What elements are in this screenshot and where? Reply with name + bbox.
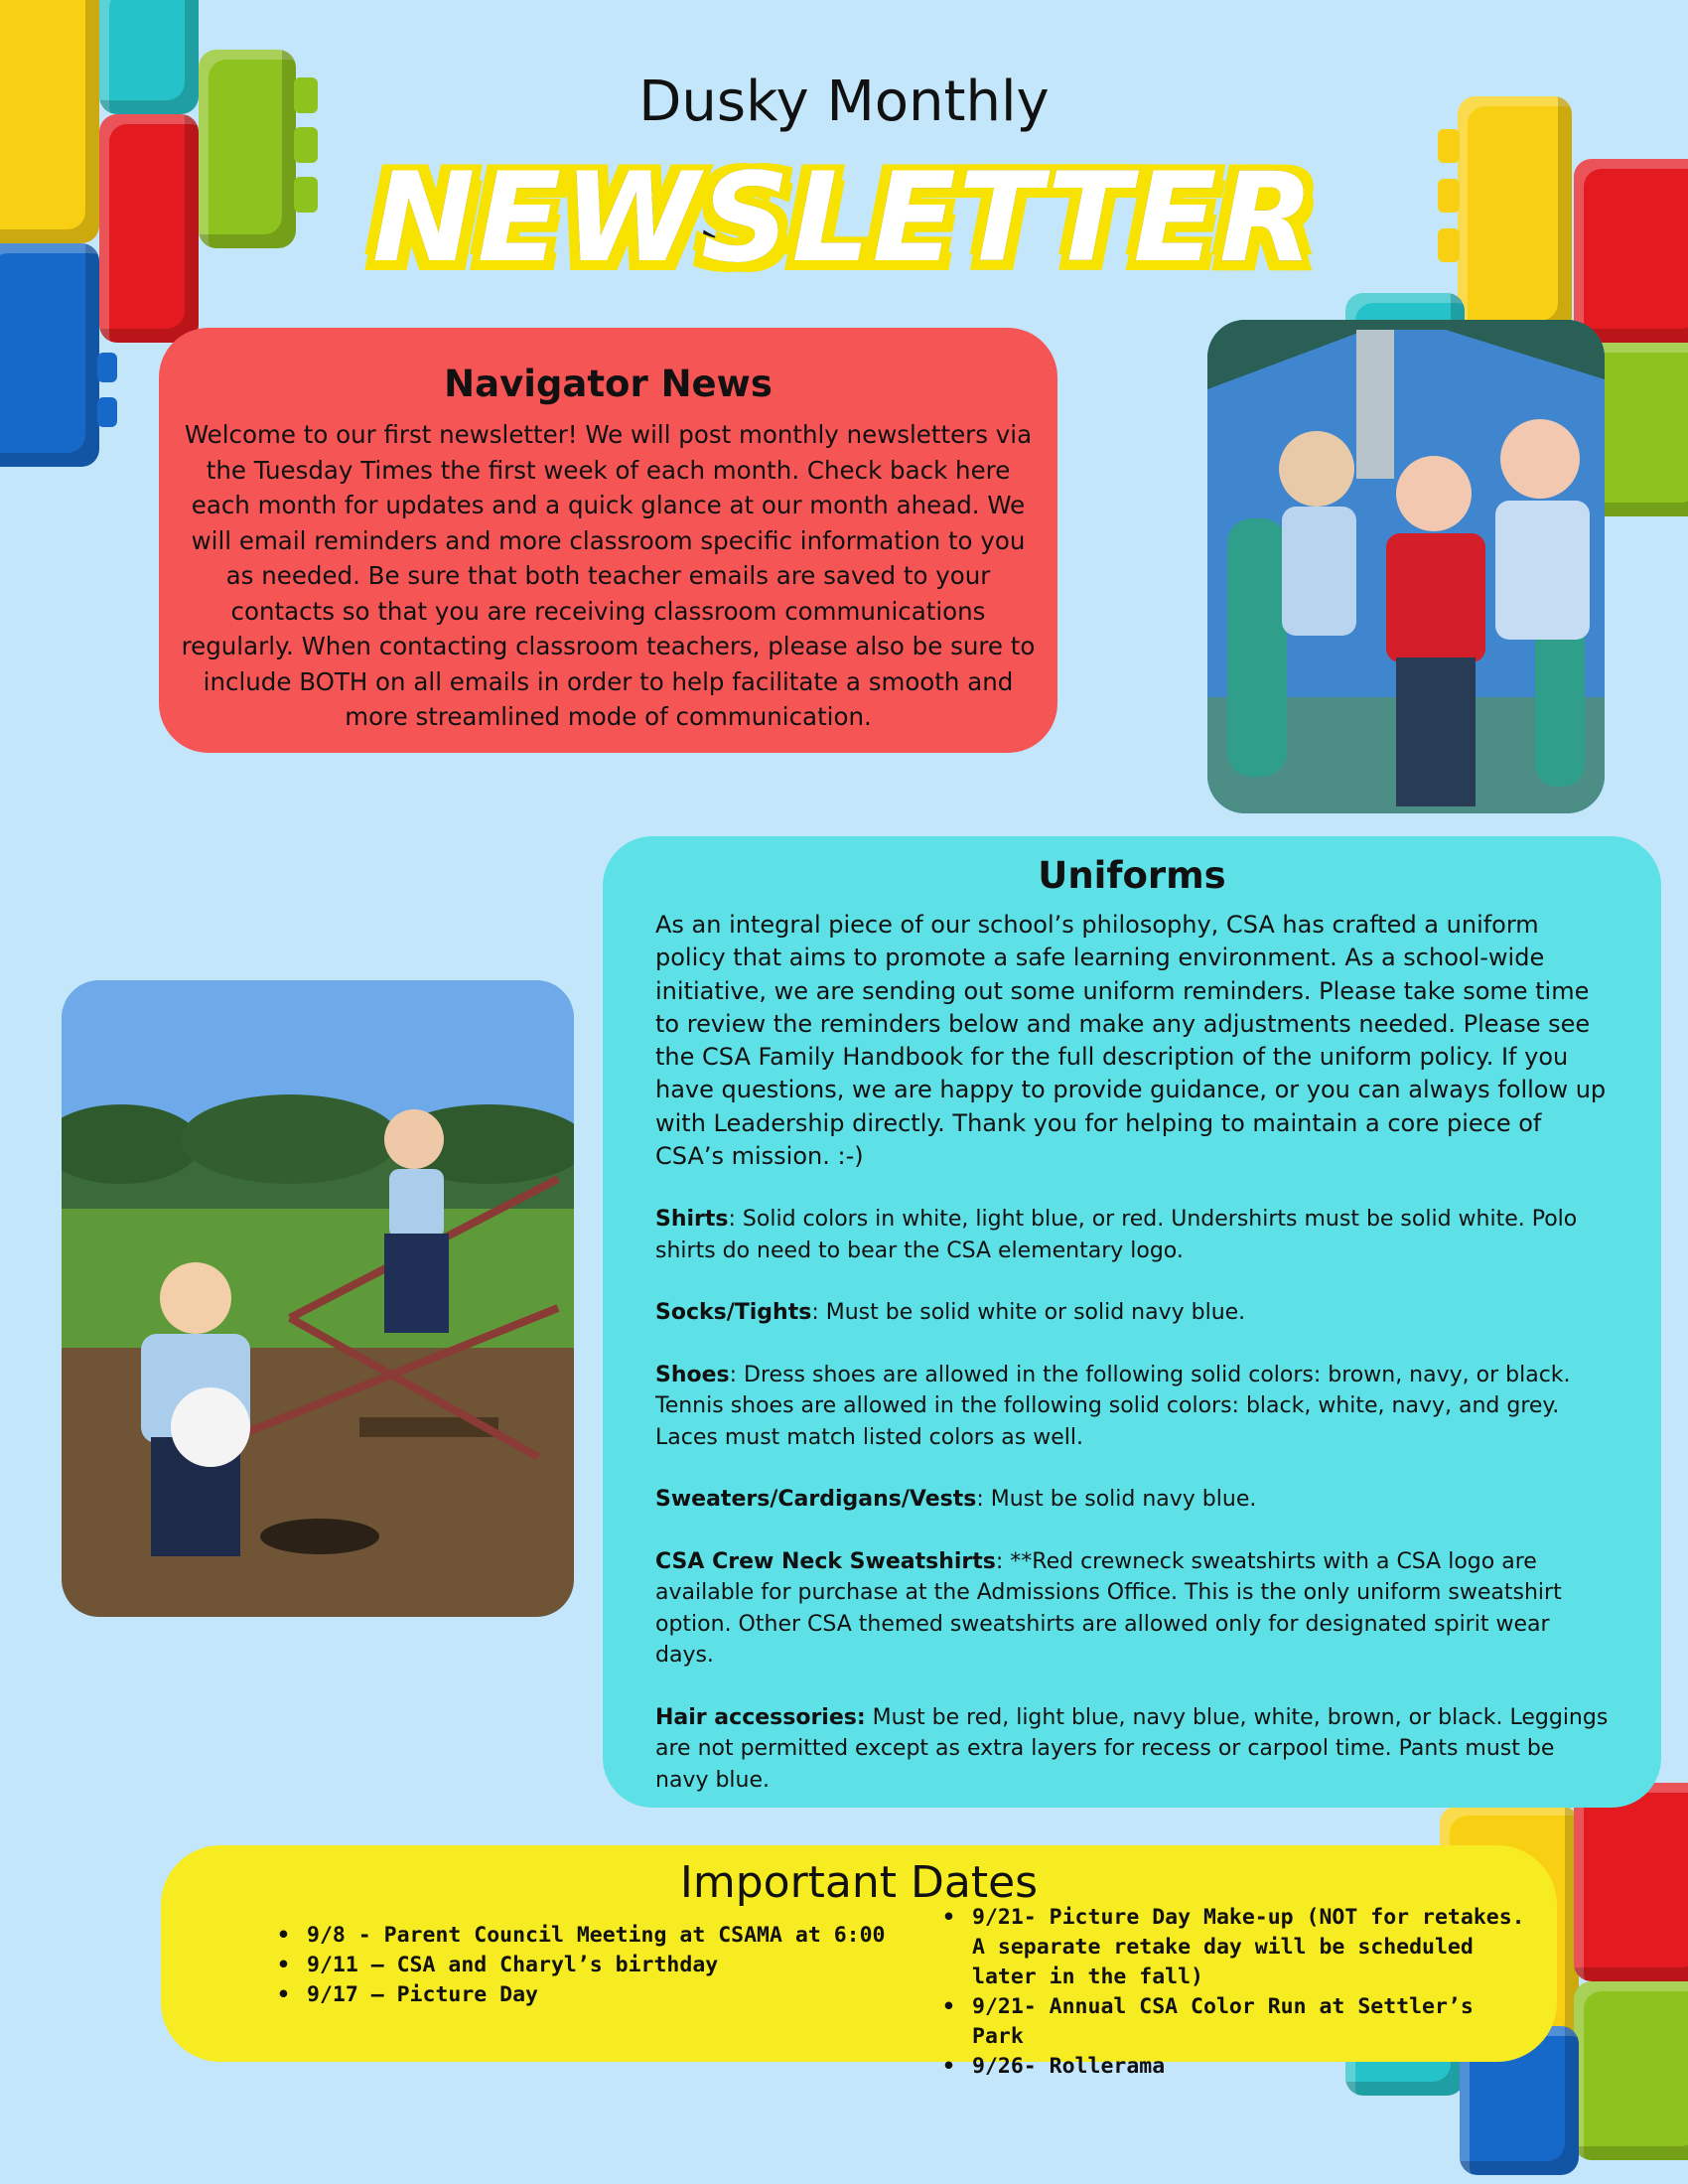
rule-text: Must be red, light blue, navy blue, white, brown, or black. Leggings are not permitted except as extra layers for recess or carpool time. Pants must be navy blue. — [655, 1704, 1609, 1793]
date-item: • 9/21- Picture Day Make-up (NOT for retakes. A separate retake day will be scheduled later in the fall) — [972, 1903, 1528, 1992]
rule-text: Must be solid navy blue. — [983, 1487, 1257, 1513]
students-field-photo — [62, 980, 574, 1617]
brick-stud — [1438, 129, 1460, 163]
rule-text: Dress shoes are allowed in the following solid colors: brown, navy, or black. Tennis shoes are allowed in the following solid colors: black, white, navy, and grey. Laces must match listed colors as well. — [655, 1362, 1571, 1450]
date-item: • 9/21- Annual CSA Color Run at Settler’s Park — [972, 1992, 1528, 2052]
rule-separator: : — [811, 1300, 819, 1326]
date-item: • 9/26- Rollerama — [972, 2052, 1528, 2082]
uniforms-panel — [603, 836, 1661, 1808]
brick-decoration — [1574, 1783, 1688, 1981]
brick-decoration — [99, 114, 199, 343]
rule-label: Sweaters/Cardigans/Vests — [655, 1487, 977, 1513]
navigator-news-heading: Navigator News — [444, 363, 773, 405]
dates-list-left — [277, 1921, 952, 2010]
rule-text: Solid colors in white, light blue, or red. Undershirts must be solid white. Polo shirts do need to bear the CSA elementary logo. — [655, 1207, 1578, 1263]
uniform-rule-socks — [655, 1297, 1612, 1329]
brick-decoration — [1574, 1981, 1688, 2160]
brick-decoration — [0, 243, 99, 467]
students-playground-photo — [1207, 320, 1605, 813]
rule-label: Hair accessories: — [655, 1704, 866, 1730]
navigator-news-panel — [159, 328, 1057, 753]
brick-decoration — [1574, 159, 1688, 343]
uniforms-intro: As an integral piece of our school’s philosophy, CSA has crafted a uniform policy that aims to promote a safe learning environment. As a school-wide initiative, we are sending out some uniform reminders. Please take some time to review the reminders below and make any adjustments needed. Please see the CSA Family Handbook for the full description of the uniform policy. If you have questions, we are happy to provide guidance, or you can always follow up with Leadership directly. Thank you for helping to maintain a core piece of CSA’s mission. :-) — [655, 911, 1607, 1171]
date-item: • 9/11 – CSA and Charyl’s birthday — [307, 1951, 952, 1980]
dates-list-right — [942, 1903, 1528, 2082]
rule-separator: : — [976, 1487, 984, 1513]
date-item: • 9/8 - Parent Council Meeting at CSAMA at 6:00 — [307, 1921, 952, 1951]
students-field-illustration — [62, 980, 574, 1617]
uniform-rule-sweaters — [655, 1484, 1612, 1516]
rule-separator: : — [729, 1362, 738, 1387]
brick-stud — [1438, 228, 1460, 262]
brick-stud — [1438, 179, 1460, 213]
rule-label: CSA Crew Neck Sweatshirts — [655, 1548, 996, 1574]
newsletter-title: NEWSLETTER — [371, 147, 1317, 290]
rule-separator: : — [728, 1207, 736, 1233]
rule-separator: : — [995, 1548, 1004, 1574]
brick-stud — [97, 397, 117, 427]
important-dates-heading: Important Dates — [679, 1857, 1039, 1908]
newsletter-title-banner — [371, 139, 1317, 298]
uniforms-heading: Uniforms — [1038, 854, 1226, 897]
navigator-news-body: Welcome to our first newsletter! We will post monthly newsletters via the Tuesday Times the first week of each month. Check back here each month for updates and a quick glance at our month ahead. We will email reminders and more classroom specific information to you as needed. Be sure that both teacher emails are saved to your contacts so that you are receiving classroom communications regularly. When contacting classroom teachers, please also be sure to include BOTH on all emails in order to help facilitate a smooth and more streamlined mode of communication. — [181, 420, 1036, 731]
rule-label: Shoes — [655, 1362, 730, 1387]
rule-label: Socks/Tights — [655, 1300, 812, 1326]
brick-stud — [97, 353, 117, 382]
uniform-rule-shoes — [655, 1360, 1612, 1454]
important-dates-panel — [161, 1845, 1557, 2079]
rule-label: Shirts — [655, 1207, 729, 1233]
uniform-rule-sweatshirts — [655, 1546, 1612, 1672]
rule-text: **Red crewneck sweatshirts with a CSA logo are available for purchase at the Admissions Office. This is the only uniform sweatshirt option. Other CSA themed sweatshirts are allowed only for designated spirit wear days. — [655, 1548, 1562, 1669]
students-playground-illustration — [1207, 320, 1605, 813]
date-item: • 9/17 – Picture Day — [307, 1980, 952, 2010]
uniform-rule-hair — [655, 1702, 1612, 1797]
brick-stud — [294, 177, 318, 213]
newsletter-subtitle: Dusky Monthly — [638, 70, 1050, 134]
uniform-rule-shirts — [655, 1204, 1612, 1266]
rule-text: Must be solid white or solid navy blue. — [818, 1300, 1246, 1326]
